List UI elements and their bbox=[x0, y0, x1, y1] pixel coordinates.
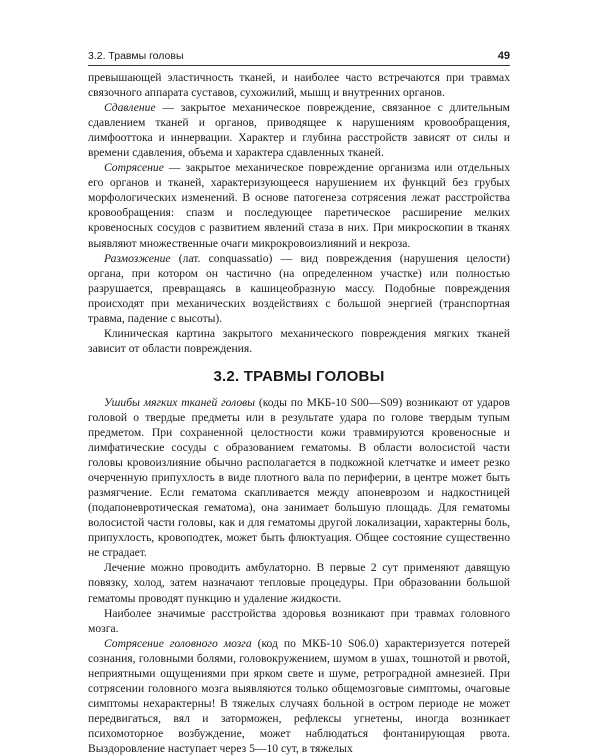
page-number: 49 bbox=[497, 50, 510, 62]
paragraph-3: Сотрясение — закрытое механическое повреждение организма или отдельных его органов и тканей, характеризующееся нарушением их функций без грубых морфологических изменений. В основе патогенеза сотрясения лежат расстройства кровообращения: спазм и последующее паретическое расширение мелких кровеносных сосудов с развитием явлений стаза в них. При микроскопии в тканях выявляют множественные очаги микрокровоизлияний и некроза. bbox=[88, 161, 510, 250]
paragraph-6: Ушибы мягких тканей головы (коды по МКБ-10 S00—S09) возникают от ударов головой о твердые предметы или в результате удара по голове твердым тупым предметом. При сохраненной целостности кожи травмируются кровеносные и лимфатические сосуды с образованием гематомы. В области волосистой части головы кровоизлияние обычно располагается в подкожной клетчатке и имеет резко очерченную припухлость в виде плотного вала по периферии, в центре может быть размягчение. Если гематома скапливается между апоневрозом и надкостницей (подапоневротическая гематома), она занимает большую площадь. Для гематомы волосистой части головы, как и для гематомы другой локализации, характерны боль, припухлость, кровоподтек, может быть флюктуация. Общее состояние существенно не страдает. bbox=[88, 395, 510, 560]
paragraph-2: Сдавление — закрытое механическое повреждение, связанное с длительным сдавлением тканей и органов, приводящее к нарушениям кровообращения, лимфооттока и иннервации. Характер и глубина расстройств зависят от силы и времени сдавления, объема и характера сдавленных тканей. bbox=[88, 101, 510, 160]
page-body bbox=[88, 70, 510, 756]
paragraph-4: Размозжение (лат. conquassatio) — вид повреждения (нарушения целости) органа, при котором он частично (на определенном участке) или полностью разрушается, превращаясь в кашицеобразную массу. Подобные повреждения происходят при механических воздействиях с большой энергией (транспортная травма, падение с высоты). bbox=[88, 251, 510, 325]
paragraph-9: Сотрясение головного мозга (код по МКБ-10 S06.0) характеризуется потерей сознания, головными болями, головокружением, шумом в ушах, тошнотой и рвотой, неприятными ощущениями при ярком свете и шуме, ретроградной амнезией. При сотрясении головного мозга выявляются только общемозговые симптомы, очаговые симптомы нехарактерны! В тяжелых случаях больной в остром периоде не может передвигаться, вял и заторможен, рефлексы угнетены, иногда возникает психомоторное возбуждение, может наблюдаться фонтанирующая рвота. Выздоровление наступает через 5—10 сут, в тяжелых bbox=[88, 636, 511, 755]
paragraph-7: Лечение можно проводить амбулаторно. В первые 2 сут применяют давящую повязку, холод, затем назначают тепловые процедуры. При образовании большой гематомы проводят пункцию и удаление жидкости. bbox=[88, 561, 510, 605]
section-title: 3.2. ТРАВМЫ ГОЛОВЫ bbox=[213, 367, 385, 385]
paragraph-5: Клиническая картина закрытого механического повреждения мягких тканей зависит от области повреждения. bbox=[88, 326, 510, 355]
term-concussion: Сотрясение bbox=[104, 161, 164, 175]
running-header bbox=[88, 44, 510, 66]
term-brain-concussion: Сотрясение головного мозга bbox=[104, 636, 252, 650]
section-heading-header: 3.2. Травмы головы bbox=[88, 50, 184, 62]
paragraph-1: превышающей эластичность тканей, и наиболее часто встречаются при травмах связочного аппарата суставов, сухожилий, мышц и внутренних органов. bbox=[88, 71, 510, 100]
term-crushing: Размозжение bbox=[104, 251, 171, 265]
paragraph-8: Наиболее значимые расстройства здоровья возникают при травмах головного мозга. bbox=[88, 606, 510, 635]
term-compression: Сдавление bbox=[104, 101, 156, 115]
term-head-bruise: Ушибы мягких тканей головы bbox=[104, 395, 256, 409]
